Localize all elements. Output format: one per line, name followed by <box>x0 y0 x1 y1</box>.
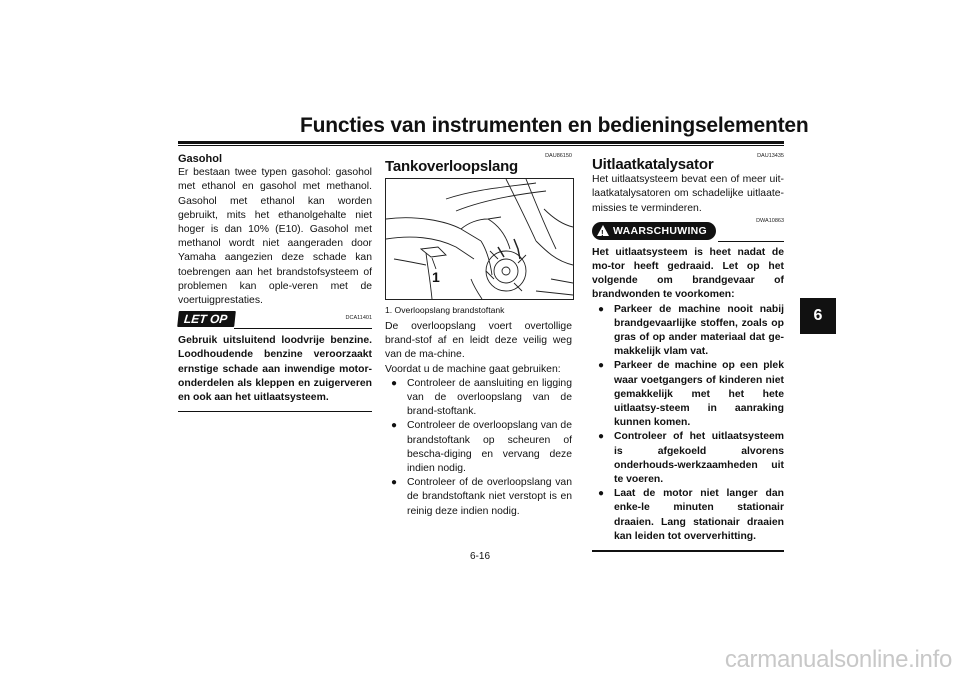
tank-intro: Voordat u de machine gaat gebruiken: <box>385 363 561 375</box>
list-item: ● Laat de motor niet langer dan enke-le minuten stationair draaien. Lang stationair draaien kan leiden tot oververhitting. <box>598 488 784 542</box>
column-tankoverloopslang <box>385 304 572 519</box>
list-item: ● Controleer de aansluiting en ligging van de overloopslang van de brand-stoftank. <box>391 377 572 418</box>
column-gasohol <box>178 152 372 412</box>
bullet-icon: ● <box>598 488 605 500</box>
overflow-hose-illustration <box>385 178 574 300</box>
bullet-icon: ● <box>598 303 605 315</box>
bullet-icon: ● <box>391 420 398 432</box>
gasohol-paragraph: Er bestaan twee typen gasohol: gasohol met ethanol en gasohol met methanol. Gasohol met ethanol kan worden gebruikt, mits het ethanolgehalte niet hoger is dan 10% (E10). Gasohol met methanol wordt niet aangeraden door Yamaha aangezien deze schade kan toebrengen aan het brandstofsysteem of problemen kan ople-veren met de voertuigprestaties. <box>178 167 372 307</box>
list-item: ● Controleer of het uitlaatsysteem is afgekoeld alvorens onderhouds-werkzaamheden uit te voeren. <box>598 431 784 486</box>
warning-list <box>592 303 784 544</box>
section-heading-tankoverloopslang: Tankoverloopslang <box>385 158 519 175</box>
warning-header <box>592 217 784 244</box>
notice-code: DCA11401 <box>345 315 372 322</box>
bullet-icon: ● <box>598 360 605 372</box>
warning-intro: Het uitlaatsysteem is heet nadat de mo-tor heeft gedraaid. Let op het volgende om brandgevaar of brandwonden te voorkomen: <box>592 246 784 301</box>
warning-code: DWA10863 <box>756 217 784 224</box>
notice-end-rule <box>178 411 372 412</box>
katalysator-paragraph: Het uitlaatsysteem bevat een of meer uit-laatkatalysatoren om schadelijke uitlaate-missies te verminderen. <box>592 174 784 214</box>
notice-text: Gebruik uitsluitend loodvrije benzine. Loodhoudende benzine veroorzaakt ernstige schade aan inwendige motor-onderdelen als kleppen en zuigerveren en ook aan het uitlaatsysteem. <box>178 335 372 404</box>
scooter-drawing <box>386 179 573 299</box>
warning-label: WAARSCHUWING <box>613 224 708 237</box>
tank-checklist <box>385 377 572 519</box>
page-title: Functies van instrumenten en bedieningselementen <box>300 114 809 137</box>
warning-triangle-icon: ! <box>597 225 609 236</box>
section-code-katalysator: DAU13435 <box>757 153 784 159</box>
section-heading-gasohol: Gasohol <box>178 153 223 165</box>
list-item: ● Controleer de overloopslang van de brandstoftank op scheuren of bescha-diging en vervang deze indien nodig. <box>391 420 572 475</box>
section-heading-uitlaatkatalysator: Uitlaatkatalysator <box>592 156 714 173</box>
watermark: carmanualsonline.info <box>724 646 952 673</box>
bullet-icon: ● <box>391 377 398 389</box>
section-code-tank: DAU86150 <box>545 153 572 159</box>
column-uitlaatkatalysator <box>592 158 784 552</box>
warning-badge <box>592 222 716 240</box>
notice-badge: LET OP <box>177 311 236 327</box>
page-number: 6-16 <box>469 551 490 562</box>
list-item: ● Controleer of de overloopslang van de brandstoftank niet verstopt is en reinig deze indien nodig. <box>391 477 572 517</box>
header-rule <box>178 141 784 144</box>
list-item: ● Parkeer de machine op een plek waar voetgangers of kinderen niet gemakkelijk met het hete uitlaatsy-steem in aanraking kunnen komen. <box>598 360 784 429</box>
chapter-tab: 6 <box>800 298 836 334</box>
figure-caption: 1. Overloopslang brandstoftank <box>385 305 505 315</box>
header-rule-thin <box>178 145 784 146</box>
notice-header <box>178 311 372 329</box>
tank-paragraph: De overloopslang voert overtollige brand-stof af en leidt deze veilig weg van de ma-chine. <box>385 321 572 361</box>
list-item: ● Parkeer de machine nooit nabij brandgevaarlijke stoffen, zoals op gras of op ander materiaal dat ge-makkelijk vlam vat. <box>598 303 784 358</box>
warning-end-rule <box>592 550 784 552</box>
warning-rule <box>718 241 784 242</box>
bullet-icon: ● <box>391 477 398 489</box>
bullet-icon: ● <box>598 431 605 443</box>
notice-rule <box>234 328 372 329</box>
figure-callout: 1 <box>432 269 440 285</box>
